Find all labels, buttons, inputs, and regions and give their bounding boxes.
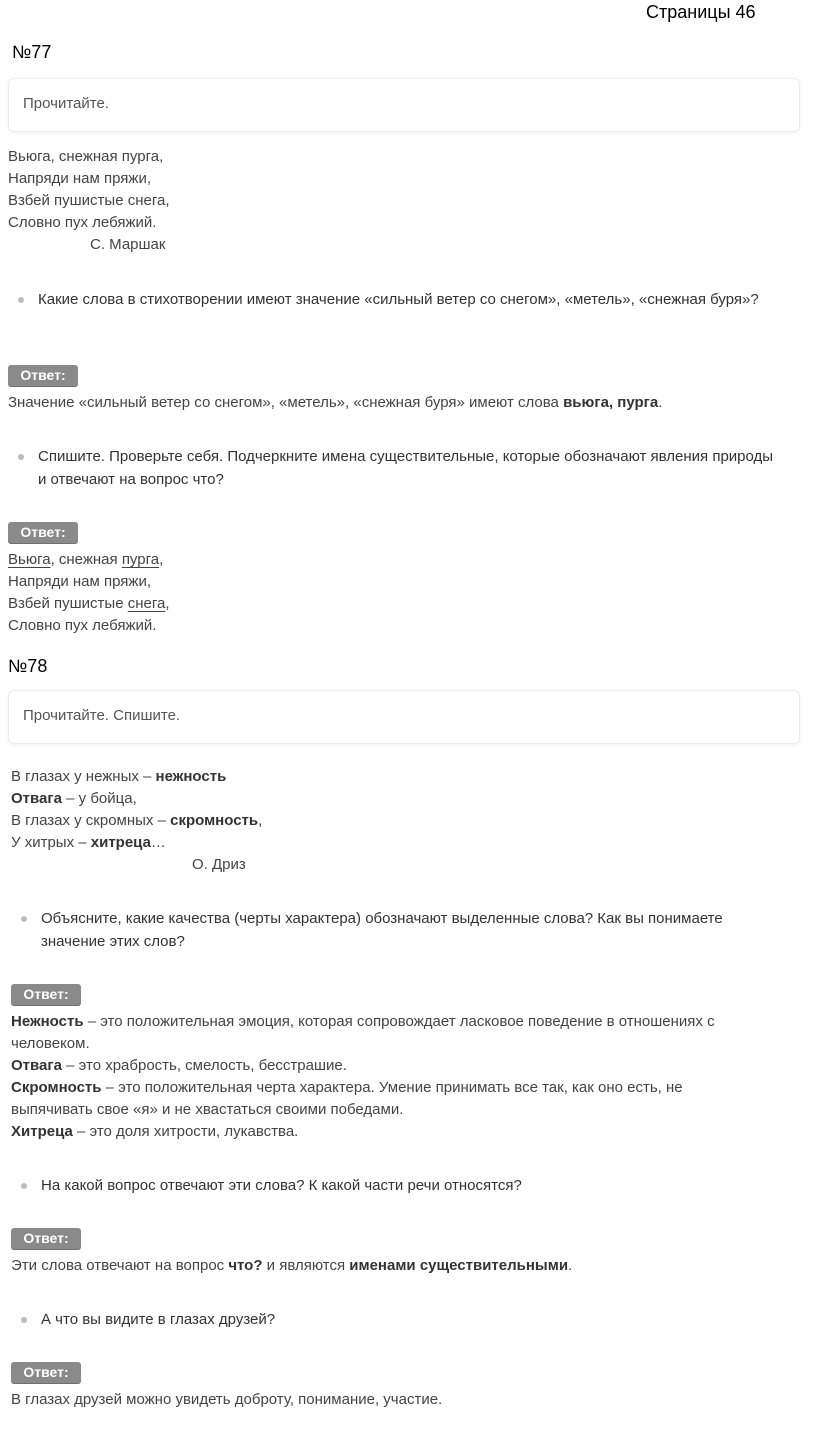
poem-text: … — [150, 834, 166, 851]
answer-text: , снежная — [50, 551, 122, 568]
exercise-78-question-3 — [41, 1308, 791, 1331]
question-text: Какие слова в стихотворении имеют значение «сильный ветер со снегом», «метель», «снежная буря»? — [38, 291, 759, 308]
poem-text: В глазах у скромных – — [11, 812, 171, 829]
answer-text: – это храбрость, смелость, бесстрашие. — [61, 1057, 347, 1074]
answer-text: – это положительная черта характера. Умение принимать все так, как оно есть, не — [101, 1079, 683, 1096]
bullet-icon — [18, 454, 24, 460]
exercise-78-number: №78 — [8, 656, 48, 676]
answer-badge: Ответ: — [8, 365, 78, 386]
answer-badge: Ответ: — [8, 522, 78, 543]
exercise-77-question-1 — [38, 288, 778, 311]
answer-bold: вьюга, пурга — [563, 394, 659, 411]
answer-badge: Ответ: — [11, 1228, 81, 1249]
answer-badge: Ответ: — [11, 984, 81, 1005]
poem-line: Словно пух лебяжий. — [8, 214, 157, 231]
exercise-78-question-1 — [41, 907, 791, 953]
answer-text: – это положительная эмоция, которая сопровождает ласковое поведение в отношениях с — [83, 1013, 715, 1030]
exercise-77-question-2 — [38, 445, 778, 491]
answer-text: . — [568, 1257, 573, 1274]
exercise-78-poem — [11, 766, 262, 876]
answer-text: Значение «сильный ветер со снегом», «метель», «снежная буря» имеют слова — [8, 394, 564, 411]
poem-line: Напряди нам пряжи, — [8, 170, 151, 187]
exercise-78-question-2 — [41, 1174, 791, 1197]
answer-text: Взбей пушистые — [8, 595, 128, 612]
exercise-78-answer-1 — [11, 1011, 715, 1143]
answer-bold: Скромность — [11, 1079, 102, 1096]
underlined-word: пурга — [121, 551, 160, 568]
exercise-78-answer-2 — [11, 1255, 572, 1277]
poem-author: С. Маршак — [90, 236, 166, 253]
answer-badge: Ответ: — [11, 1362, 81, 1383]
poem-text: , — [258, 812, 263, 829]
page-number-label: Страницы 46 — [646, 2, 756, 22]
bullet-icon — [21, 1183, 27, 1189]
poem-text: У хитрых – — [11, 834, 91, 851]
question-text: А что вы видите в глазах друзей? — [41, 1311, 276, 1328]
answer-text: , — [165, 595, 170, 612]
poem-line: Взбей пушистые снега, — [8, 192, 170, 209]
answer-bold: именами существительными — [349, 1257, 569, 1274]
exercise-77-poem — [8, 146, 170, 256]
exercise-77-answer-2 — [8, 549, 170, 637]
answer-line: Напряди нам пряжи, — [8, 573, 151, 590]
answer-bold: что? — [228, 1257, 263, 1274]
exercise-78-answer-3: В глазах друзей можно увидеть доброту, понимание, участие. — [11, 1391, 443, 1408]
exercise-77-answer-1 — [8, 392, 662, 414]
poem-text: – у бойца, — [61, 790, 137, 807]
poem-bold: скромность — [170, 812, 259, 829]
answer-line: выпячивать свое «я» и не хвастаться своими победами. — [11, 1101, 404, 1118]
answer-line: человеком. — [11, 1035, 90, 1052]
underlined-word: Вьюга — [8, 551, 51, 568]
poem-bold: Отвага — [11, 790, 62, 807]
question-text: На какой вопрос отвечают эти слова? К какой части речи относятся? — [41, 1177, 522, 1194]
poem-line: Вьюга, снежная пурга, — [8, 148, 164, 165]
answer-bold: Хитреца — [11, 1123, 73, 1140]
exercise-77-task-box — [8, 78, 800, 132]
question-text: Объясните, какие качества (черты характера) обозначают выделенные слова? Как вы понимаете значение этих слов? — [41, 910, 723, 950]
exercise-78-task-box — [8, 690, 800, 744]
answer-line: Словно пух лебяжий. — [8, 617, 157, 634]
poem-text: В глазах у нежных – — [11, 768, 156, 785]
poem-bold: нежность — [155, 768, 227, 785]
exercise-77-number: №77 — [12, 42, 52, 62]
answer-text: – это доля хитрости, лукавства. — [72, 1123, 299, 1140]
answer-text: . — [658, 394, 663, 411]
question-text: Спишите. Проверьте себя. Подчеркните имена существительные, которые обозначают явления природы и отвечают на вопрос что? — [38, 448, 774, 488]
bullet-icon — [21, 916, 27, 922]
bullet-icon — [18, 297, 24, 303]
answer-text: Эти слова отвечают на вопрос — [11, 1257, 229, 1274]
poem-bold: хитреца — [90, 834, 151, 851]
answer-bold: Нежность — [11, 1013, 84, 1030]
poem-author: О. Дриз — [192, 856, 246, 873]
underlined-word: снега — [127, 595, 166, 612]
exercise-77-task: Прочитайте. — [23, 95, 109, 112]
answer-text: , — [159, 551, 164, 568]
exercise-78-task: Прочитайте. Спишите. — [23, 707, 181, 724]
answer-text: и являются — [262, 1257, 350, 1274]
answer-bold: Отвага — [11, 1057, 62, 1074]
bullet-icon — [21, 1317, 27, 1323]
